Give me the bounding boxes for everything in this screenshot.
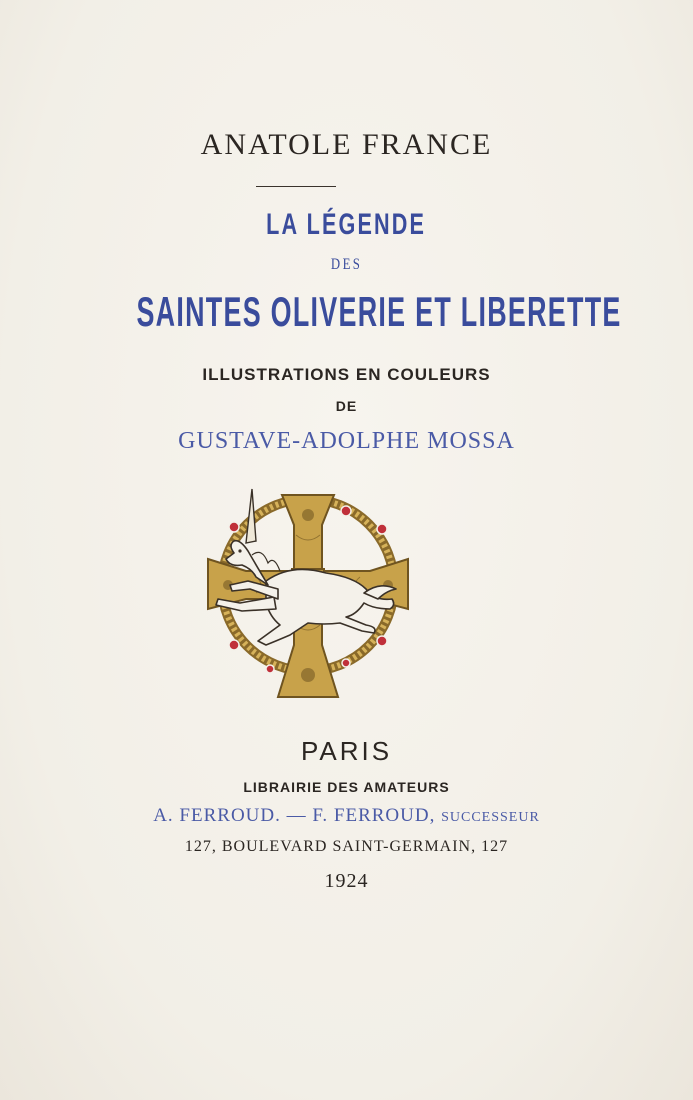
title-line-2-text: DES xyxy=(330,256,363,273)
unicorn-cross-emblem-icon xyxy=(196,485,420,705)
imprint-publisher: LIBRAIRIE DES AMATEURS xyxy=(243,779,450,795)
illustrations-line: ILLUSTRATIONS EN COULEURS xyxy=(202,365,491,384)
author-name: ANATOLE FRANCE xyxy=(200,128,493,161)
imprint-address: 127, BOULEVARD SAINT-GERMAIN, 127 xyxy=(184,838,509,855)
title-line-1-text: LA LÉGENDE xyxy=(266,208,427,241)
imprint-city: PARIS xyxy=(300,736,393,766)
illustrations-de: DE xyxy=(335,398,358,414)
illustrator-name: GUSTAVE-ADOLPHE MOSSA xyxy=(178,428,515,454)
divider-rule xyxy=(256,186,336,187)
imprint-printers-successor: SUCCESSEUR xyxy=(441,810,540,825)
imprint-printers-main: A. FERROUD. — F. FERROUD, xyxy=(153,805,442,826)
imprint-year: 1924 xyxy=(324,870,369,892)
title-line-2 xyxy=(0,256,693,274)
imprint-printers xyxy=(0,805,693,827)
title-line-1 xyxy=(0,208,693,242)
title-line-3 xyxy=(0,288,693,337)
title-line-3-text: SAINTES OLIVERIE ET LIBERETTE xyxy=(136,288,622,335)
